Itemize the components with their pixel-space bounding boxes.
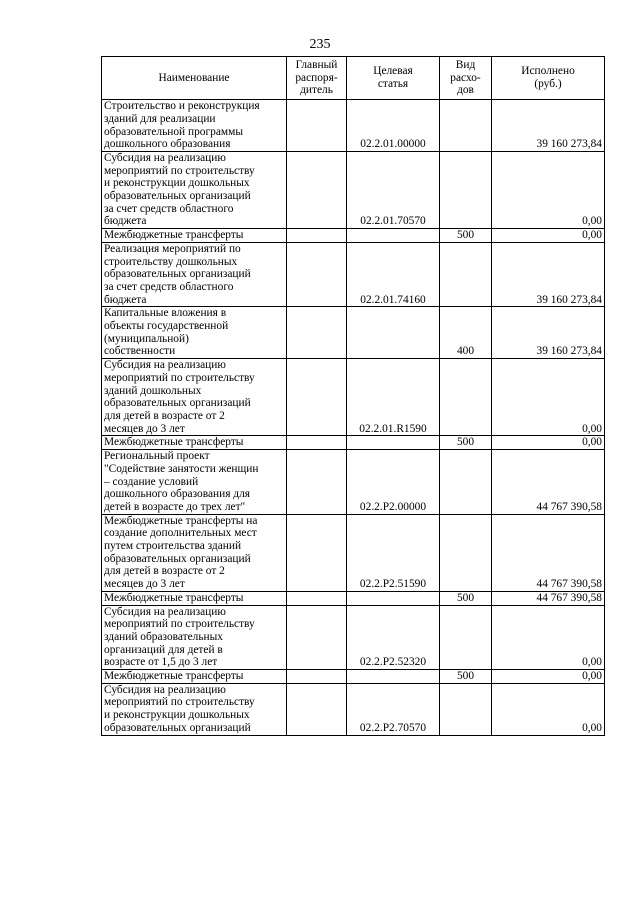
header-name: Наименование bbox=[102, 57, 287, 100]
table-row bbox=[102, 229, 605, 243]
row-amount-cell bbox=[492, 242, 605, 307]
row-target-cell bbox=[347, 670, 440, 684]
table-row bbox=[102, 591, 605, 605]
row-target-cell bbox=[347, 436, 440, 450]
row-expense-type-cell bbox=[440, 683, 492, 735]
row-expense-type-cell bbox=[440, 359, 492, 436]
row-expense-type-cell bbox=[440, 436, 492, 450]
row-admin-cell bbox=[287, 683, 347, 735]
row-amount-cell bbox=[492, 359, 605, 436]
row-admin-cell bbox=[287, 151, 347, 228]
row-target-text: 02.2.P2.51590 bbox=[359, 578, 427, 591]
row-expense-type-text: 400 bbox=[456, 345, 475, 358]
row-target-text: 02.2.P2.70570 bbox=[359, 721, 427, 734]
row-target-cell bbox=[347, 359, 440, 436]
row-expense-type-text: 500 bbox=[456, 670, 475, 683]
row-name-text: Межбюджетные трансферты bbox=[104, 591, 244, 604]
row-amount-cell bbox=[492, 151, 605, 228]
row-target-cell bbox=[347, 151, 440, 228]
row-name-text: Субсидия на реализацию мероприятий по строительству зданий дошкольных образовательных организаций для детей в возрасте от 2 месяцев до 3 лет bbox=[104, 359, 255, 435]
row-name-cell bbox=[102, 229, 287, 243]
table-row bbox=[102, 242, 605, 307]
row-target-cell bbox=[347, 242, 440, 307]
row-expense-type-cell bbox=[440, 242, 492, 307]
row-name-text: Межбюджетные трансферты на создание дополнительных мест путем строительства зданий образовательных организаций для детей в возрасте от 2 месяцев до 3 лет bbox=[104, 514, 258, 591]
row-target-cell bbox=[347, 307, 440, 359]
row-amount-text: 44 767 390,58 bbox=[536, 500, 602, 513]
row-amount-cell bbox=[492, 591, 605, 605]
row-target-text: 02.2.P2.52320 bbox=[359, 656, 427, 669]
row-name-cell bbox=[102, 100, 287, 152]
row-target-cell bbox=[347, 605, 440, 670]
row-target-cell bbox=[347, 100, 440, 152]
row-admin-cell bbox=[287, 514, 347, 591]
row-amount-cell bbox=[492, 100, 605, 152]
row-amount-text: 44 767 390,58 bbox=[536, 591, 602, 604]
row-amount-text: 39 160 273,84 bbox=[536, 293, 602, 306]
row-amount-cell bbox=[492, 605, 605, 670]
row-admin-cell bbox=[287, 670, 347, 684]
row-admin-cell bbox=[287, 436, 347, 450]
table-row bbox=[102, 670, 605, 684]
row-name-text: Субсидия на реализацию мероприятий по строительству зданий образовательных организаций для детей в возрасте от 1,5 до 3 лет bbox=[104, 605, 255, 669]
row-target-cell bbox=[347, 514, 440, 591]
row-amount-cell bbox=[492, 229, 605, 243]
row-admin-cell bbox=[287, 242, 347, 307]
row-name-text: Субсидия на реализацию мероприятий по строительству и реконструкции дошкольных образовательных организаций за счет средств областного бюджета bbox=[104, 151, 255, 228]
table-row bbox=[102, 359, 605, 436]
row-target-text: 02.2.01.70570 bbox=[360, 215, 426, 228]
row-target-text: 02.2.01.R1590 bbox=[359, 422, 427, 435]
row-expense-type-text: 500 bbox=[456, 591, 475, 604]
row-amount-text: 0,00 bbox=[582, 436, 602, 449]
table-row bbox=[102, 450, 605, 515]
row-amount-text: 0,00 bbox=[582, 215, 602, 228]
row-target-cell bbox=[347, 450, 440, 515]
row-amount-text: 0,00 bbox=[582, 656, 602, 669]
row-name-cell bbox=[102, 151, 287, 228]
table-row bbox=[102, 683, 605, 735]
row-amount-text: 39 160 273,84 bbox=[536, 345, 602, 358]
table-header-row bbox=[102, 57, 605, 100]
row-admin-cell bbox=[287, 100, 347, 152]
row-expense-type-cell bbox=[440, 591, 492, 605]
row-name-text: Строительство и реконструкция зданий для реализации образовательной программы дошкольного образования bbox=[104, 100, 260, 151]
row-admin-cell bbox=[287, 450, 347, 515]
row-amount-text: 44 767 390,58 bbox=[536, 578, 602, 591]
row-name-cell bbox=[102, 605, 287, 670]
row-expense-type-cell bbox=[440, 151, 492, 228]
row-target-cell bbox=[347, 229, 440, 243]
header-expense-type: Вид расхо- дов bbox=[440, 57, 492, 100]
table-row bbox=[102, 307, 605, 359]
row-name-text: Региональный проект "Содействие занятости женщин – создание условий дошкольного образования для детей в возрасте до трех лет" bbox=[104, 450, 259, 513]
table-body bbox=[102, 100, 605, 735]
page-number: 235 bbox=[309, 37, 331, 52]
row-expense-type-cell bbox=[440, 450, 492, 515]
row-amount-cell bbox=[492, 436, 605, 450]
header-amount: Исполнено (руб.) bbox=[492, 57, 605, 100]
row-expense-type-cell bbox=[440, 605, 492, 670]
budget-execution-table bbox=[101, 56, 605, 736]
row-admin-cell bbox=[287, 591, 347, 605]
row-target-text: 02.2.01.74160 bbox=[360, 293, 426, 306]
row-name-text: Реализация мероприятий по строительству дошкольных образовательных организаций за счет средств областного бюджета bbox=[104, 242, 251, 306]
row-amount-cell bbox=[492, 670, 605, 684]
table-row bbox=[102, 605, 605, 670]
header-admin: Главный распоря- дитель bbox=[287, 57, 347, 100]
table-row bbox=[102, 514, 605, 591]
row-amount-text: 39 160 273,84 bbox=[536, 138, 602, 151]
header-target: Целевая статья bbox=[347, 57, 440, 100]
row-name-text: Межбюджетные трансферты bbox=[104, 229, 244, 242]
row-admin-cell bbox=[287, 359, 347, 436]
table-row bbox=[102, 151, 605, 228]
row-name-text: Субсидия на реализацию мероприятий по строительству и реконструкции дошкольных образовательных организаций bbox=[104, 683, 255, 734]
row-name-cell bbox=[102, 450, 287, 515]
row-amount-text: 0,00 bbox=[582, 670, 602, 683]
row-expense-type-cell bbox=[440, 514, 492, 591]
row-admin-cell bbox=[287, 229, 347, 243]
row-expense-type-cell bbox=[440, 100, 492, 152]
row-name-cell bbox=[102, 670, 287, 684]
row-target-text: 02.2.01.00000 bbox=[360, 138, 426, 151]
row-amount-text: 0,00 bbox=[582, 422, 602, 435]
row-expense-type-cell bbox=[440, 229, 492, 243]
row-amount-cell bbox=[492, 683, 605, 735]
row-amount-cell bbox=[492, 307, 605, 359]
row-name-cell bbox=[102, 436, 287, 450]
row-amount-text: 0,00 bbox=[582, 721, 602, 734]
row-admin-cell bbox=[287, 605, 347, 670]
table-row bbox=[102, 100, 605, 152]
row-name-text: Капитальные вложения в объекты государственной (муниципальной) собственности bbox=[104, 307, 229, 358]
row-target-text: 02.2.P2.00000 bbox=[359, 500, 427, 513]
row-expense-type-text: 500 bbox=[456, 229, 475, 242]
row-amount-cell bbox=[492, 514, 605, 591]
row-name-cell bbox=[102, 307, 287, 359]
row-admin-cell bbox=[287, 307, 347, 359]
row-name-text: Межбюджетные трансферты bbox=[104, 670, 244, 683]
row-amount-text: 0,00 bbox=[582, 229, 602, 242]
row-name-cell bbox=[102, 359, 287, 436]
row-amount-cell bbox=[492, 450, 605, 515]
row-name-text: Межбюджетные трансферты bbox=[104, 436, 244, 449]
row-expense-type-cell bbox=[440, 670, 492, 684]
row-name-cell bbox=[102, 683, 287, 735]
table-row bbox=[102, 436, 605, 450]
row-expense-type-text: 500 bbox=[456, 436, 475, 449]
row-name-cell bbox=[102, 591, 287, 605]
row-expense-type-cell bbox=[440, 307, 492, 359]
row-name-cell bbox=[102, 242, 287, 307]
row-name-cell bbox=[102, 514, 287, 591]
row-target-cell bbox=[347, 683, 440, 735]
row-target-cell bbox=[347, 591, 440, 605]
